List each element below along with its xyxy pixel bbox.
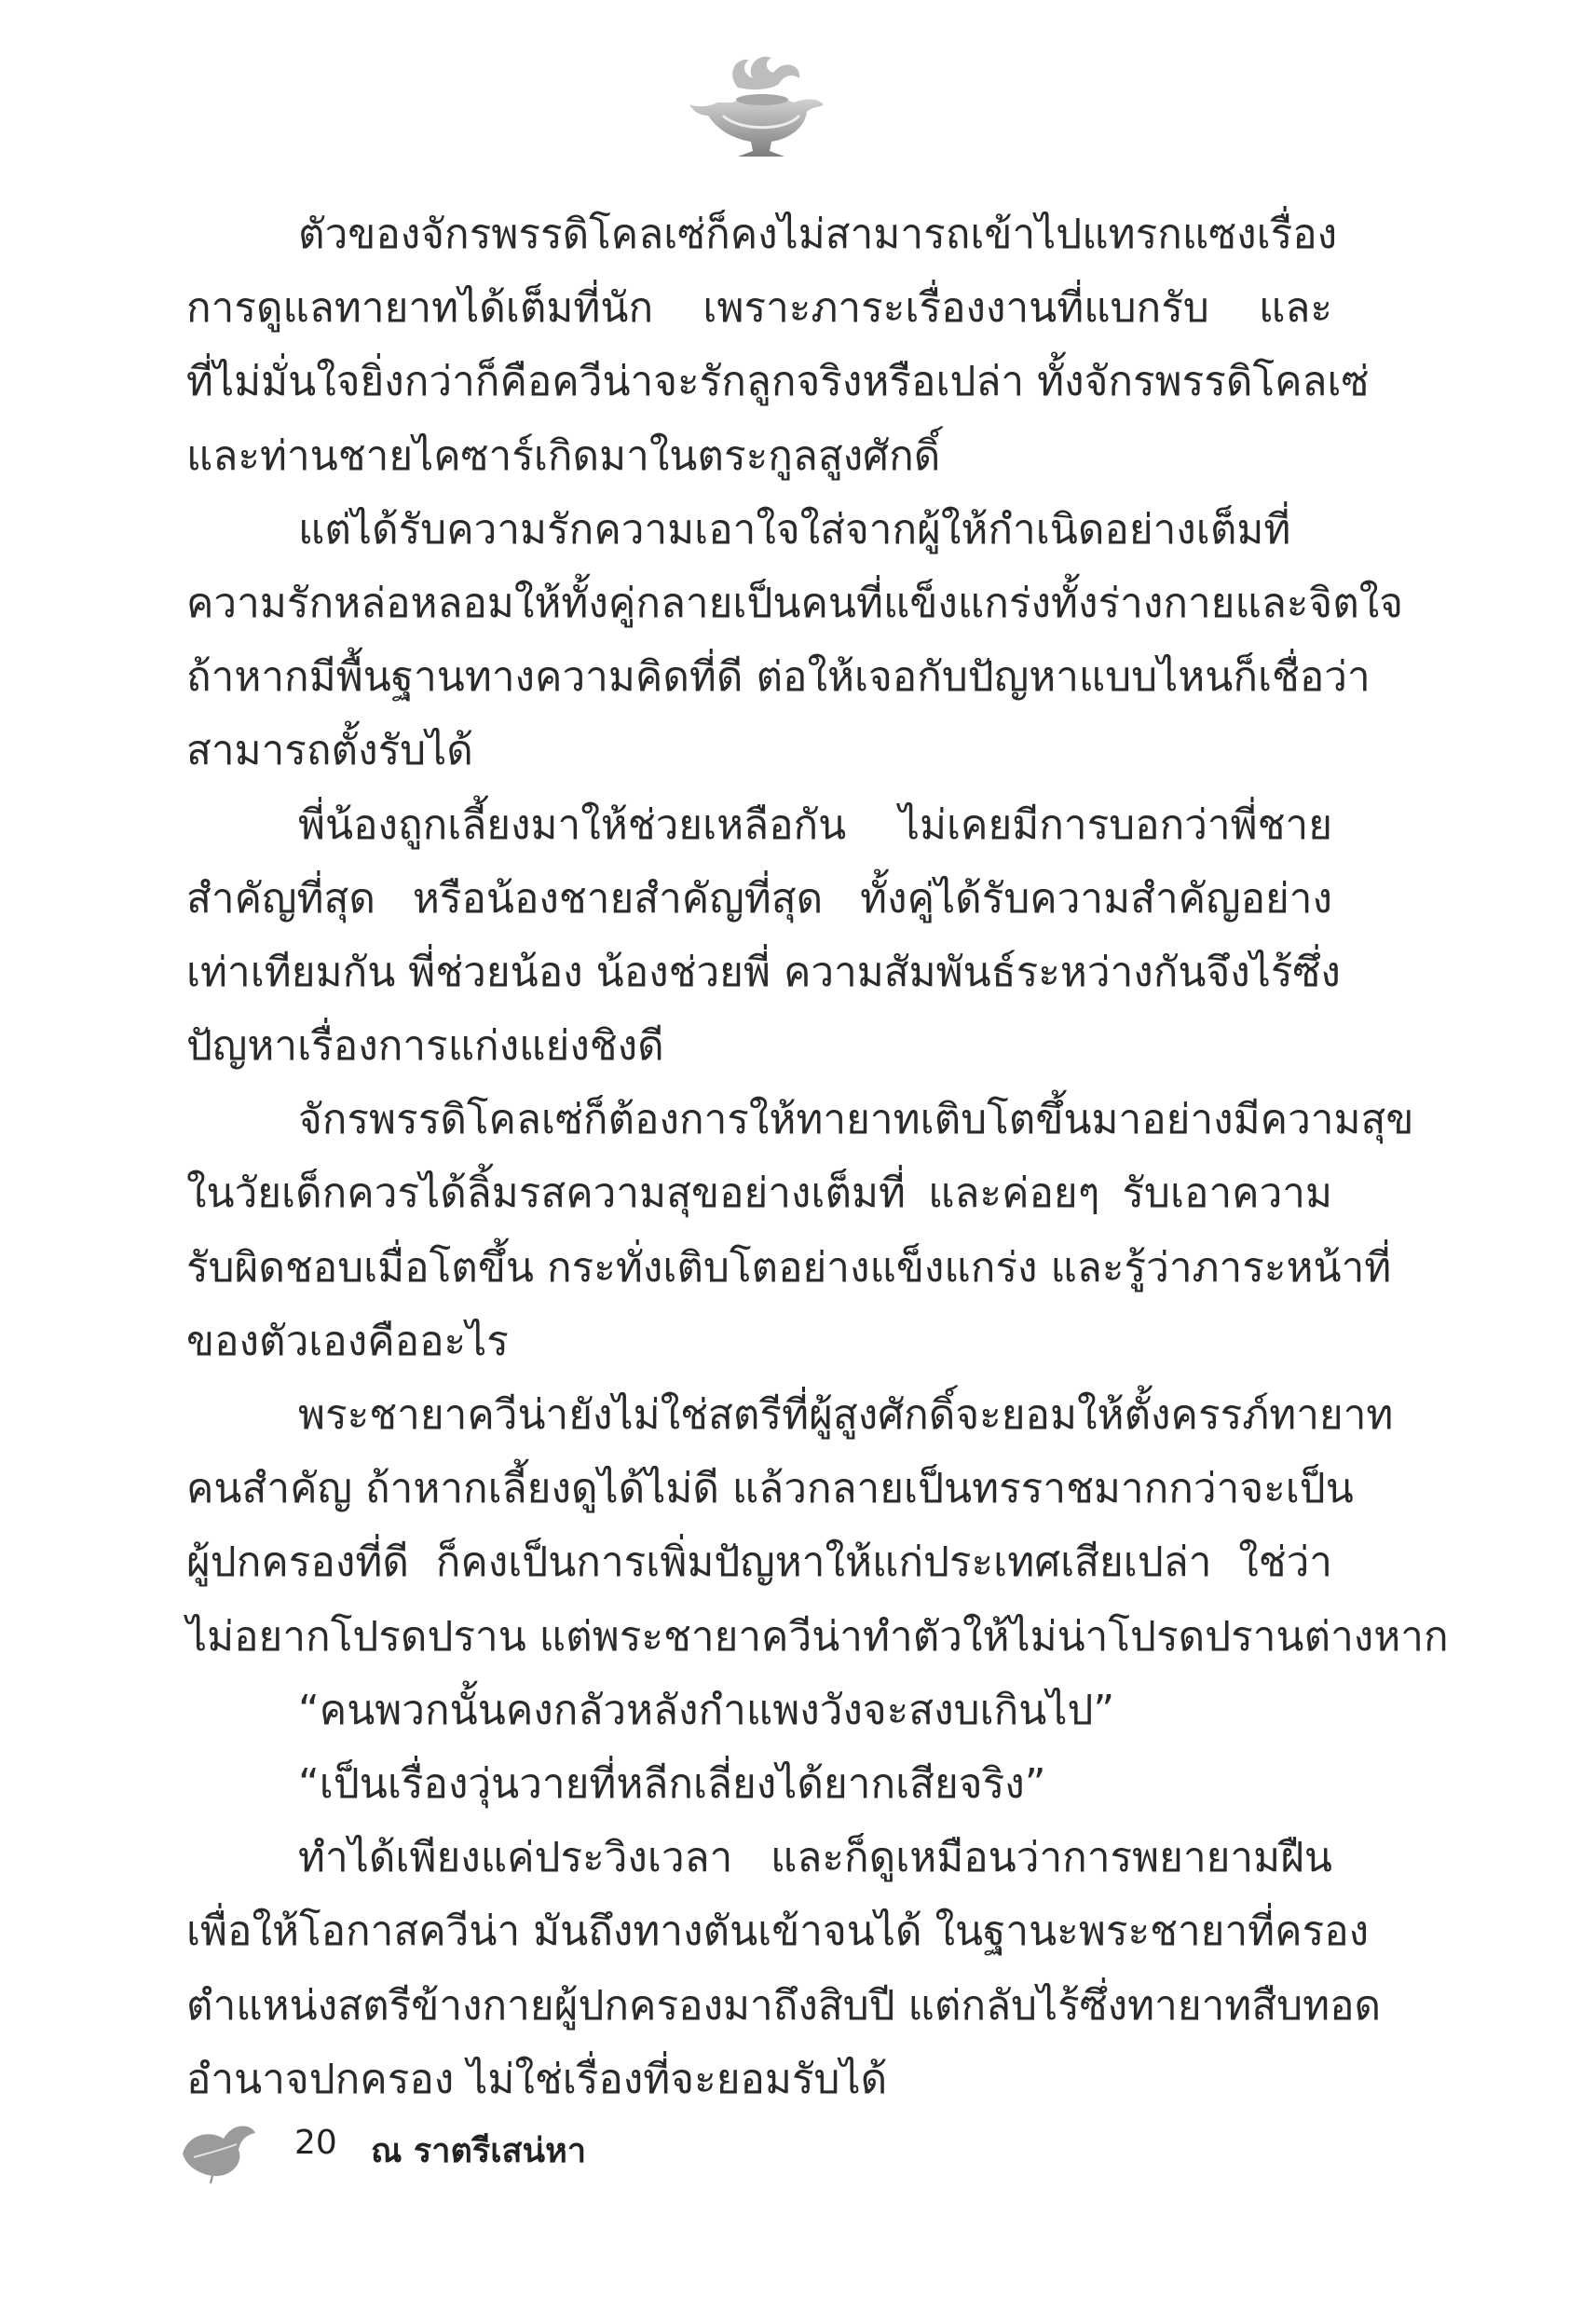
text-line: เท่าเทียมกัน พี่ช่วยน้อง น้องช่วยพี่ ความสัมพันธ์ระหว่างกันจึงไร้ซึ่ง [186,948,1341,996]
text-line: ที่ไม่มั่นใจยิ่งกว่าก็คือควีน่าจะรักลูกจริงหรือเปล่า ทั้งจักรพรรดิโคลเซ่ [186,358,1370,406]
paragraph [186,1378,1449,1674]
text-line: เพื่อให้โอกาสควีน่า มันถึงทางตันเข้าจนได้ ในฐานะพระชายาที่ครอง [186,1908,1370,1956]
paragraph [186,788,1341,1084]
text-line: พี่น้องถูกเลี้ยงมาให้ช่วยเหลือกัน ไม่เคยมีการบอกว่าพี่ชาย [298,800,1332,849]
text-line: ตัวของจักรพรรดิโคลเซ่ก็คงไม่สามารถเข้าไปแทรกแซงเรื่อง [298,211,1338,258]
leaf-icon [175,2111,259,2185]
text-line: ถ้าหากมีพื้นฐานทางความคิดที่ดี ต่อให้เจอกับปัญหาแบบไหนก็เชื่อว่า [186,653,1371,702]
text-line: และท่านชายไคซาร์เกิดมาในตระกูลสูงศักดิ์ [186,431,941,480]
paragraph [186,1821,1382,2116]
body-text [186,198,1449,2116]
text-line: ไม่อยากโปรดปราน แต่พระชายาควีน่าทำตัวให้ไม่น่าโปรดปรานต่างหาก [186,1612,1449,1661]
text-line: แต่ได้รับความรักความเอาใจใส่จากผู้ให้กำเนิดอย่างเต็มที่ [298,505,1291,554]
text-line: อำนาจปกครอง ไม่ใช่เรื่องที่จะยอมรับได้ [186,2055,888,2103]
text-line: คนสำคัญ ถ้าหากเลี้ยงดูได้ไม่ดี แล้วกลายเป็นทรราชมากกว่าจะเป็น [186,1465,1354,1513]
paragraph [186,198,1370,493]
text-line: ปัญหาเรื่องการแก่งแย่งชิงดี [186,1022,664,1071]
dialogue-quote [186,1674,1332,1747]
text-line: พระชายาควีน่ายังไม่ใช่สตรีที่ผู้สูงศักดิ์จะยอมให้ตั้งครรภ์ทายาท [298,1391,1394,1439]
text-line: “เป็นเรื่องวุ่นวายที่หลีกเลี่ยงได้ยากเสียจริง” [298,1759,1046,1808]
dialogue-quote [186,1747,1332,1821]
text-line: ตำแหน่งสตรีข้างกายผู้ปกครองมาถึงสิบปี แต่กลับไร้ซึ่งทายาทสืบทอด [186,1981,1382,2030]
page-number: 20 [294,2124,337,2162]
text-line: จักรพรรดิโคลเซ่ก็ต้องการให้ทายาทเติบโตขึ้นมาอย่างมีความสุข [298,1096,1414,1144]
text-line: “คนพวกนั้นคงกลัวหลังกำแพงวังจะสงบเกินไป” [298,1686,1115,1734]
paragraph [186,1083,1414,1378]
text-line: ทำได้เพียงแค่ประวิงเวลา และก็ดูเหมือนว่าการพยายามฝืน [298,1834,1332,1882]
book-title: ณ ราตรีเสน่หา [371,2132,587,2170]
page-footer [175,2111,827,2185]
text-line: การดูแลทายาทได้เต็มที่นัก เพราะภาระเรื่องงานที่แบกรับ และ [186,284,1332,333]
text-line: สำคัญที่สุด หรือน้องชายสำคัญที่สุด ทั้งคู่ได้รับความสำคัญอย่าง [186,874,1332,923]
text-line: ผู้ปกครองที่ดี ก็คงเป็นการเพิ่มปัญหาให้แก่ประเทศเสียเปล่า ใช่ว่า [186,1538,1332,1587]
genie-lamp-icon [680,47,839,168]
text-line: ของตัวเองคืออะไร [186,1317,509,1365]
paragraph [186,493,1404,788]
text-line: รับผิดชอบเมื่อโตขึ้น กระทั่งเติบโตอย่างแข็งแกร่ง และรู้ว่าภาระหน้าที่ [186,1243,1392,1292]
text-line: ความรักหล่อหลอมให้ทั้งคู่กลายเป็นคนที่แข็งแกร่งทั้งร่างกายและจิตใจ [186,579,1404,627]
text-line: สามารถตั้งรับได้ [186,727,473,775]
text-line: ในวัยเด็กควรได้ลิ้มรสความสุขอย่างเต็มที่ และค่อยๆ รับเอาความ [186,1169,1332,1218]
